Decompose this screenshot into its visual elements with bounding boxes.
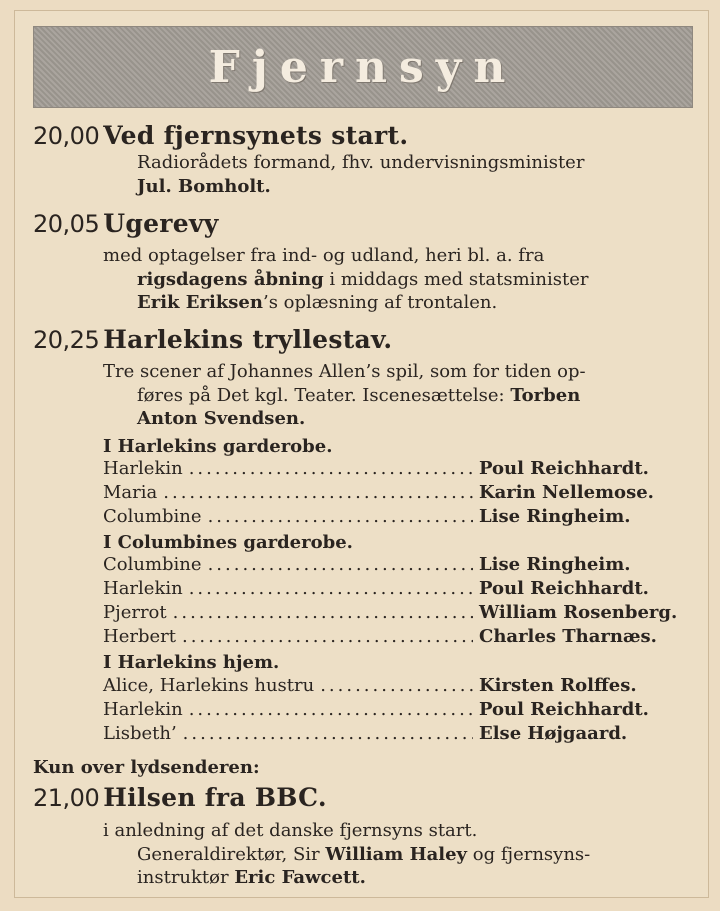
actor-name: Else Højgaard. <box>479 723 628 744</box>
program-title: Ugerevy <box>103 209 219 238</box>
role-name: Lisbeth’ <box>103 723 177 744</box>
program-description-line <box>137 291 497 314</box>
cast-row <box>103 457 693 481</box>
program-description-bold: Torben <box>510 385 581 406</box>
scene-heading: I Columbines garderobe. <box>103 532 353 553</box>
role-name: Pjerrot <box>103 602 167 623</box>
program-description-text: føres på Det kgl. Teater. Iscenesættelse: <box>137 385 511 406</box>
actor-name: Charles Tharnæs. <box>479 626 657 647</box>
actor-name: Poul Reichhardt. <box>479 699 649 720</box>
role-name: Harlekin <box>103 699 183 720</box>
program-description-text: Generaldirektør, Sir <box>137 844 326 865</box>
role-name: Harlekin <box>103 578 183 599</box>
leader-dots <box>208 505 473 529</box>
program-description: med optagelser fra ind- og udland, heri bl. a. fra <box>103 245 545 266</box>
radio-note: Kun over lydsenderen: <box>33 757 260 778</box>
role-name: Columbine <box>103 506 202 527</box>
program-description: Radiorådets formand, fhv. undervisningsminister <box>137 152 585 173</box>
program-description-line <box>137 268 589 291</box>
program-description-line <box>137 384 580 407</box>
program-description-line <box>137 866 366 889</box>
leader-dots <box>320 674 473 698</box>
program-title: Harlekins tryllestav. <box>103 325 393 354</box>
leader-dots <box>189 457 473 481</box>
cast-row <box>103 577 693 601</box>
leader-dots <box>208 553 473 577</box>
leader-dots <box>189 577 473 601</box>
scene-heading: I Harlekins hjem. <box>103 652 280 673</box>
program-description: i anledning af det danske fjernsyns start. <box>103 820 478 841</box>
actor-name: Poul Reichhardt. <box>479 578 649 599</box>
program-description-bold: Erik Eriksen <box>137 292 263 313</box>
program-description-bold: rigsdagens åbning <box>137 269 324 290</box>
page-title: Fjernsyn <box>208 41 518 93</box>
cast-row <box>103 625 693 649</box>
program-time: 20,25 <box>33 326 100 354</box>
cast-row <box>103 722 693 746</box>
cast-list <box>103 674 693 746</box>
program-description-text: instruktør <box>137 867 235 888</box>
header-banner <box>33 26 693 108</box>
program-description-bold: Eric Fawcett. <box>234 867 366 888</box>
role-name: Harlekin <box>103 458 183 479</box>
program-title: Hilsen fra BBC. <box>103 783 327 812</box>
program-description-text: og fjernsyns- <box>467 844 591 865</box>
leader-dots <box>182 625 473 649</box>
program-item-4-heading <box>33 783 327 813</box>
program-description-name: Jul. Bomholt. <box>137 176 271 197</box>
cast-row <box>103 698 693 722</box>
actor-name: William Rosenberg. <box>479 602 678 623</box>
program-time: 21,00 <box>33 784 100 812</box>
actor-name: Lise Ringheim. <box>479 554 631 575</box>
program-description-name: Anton Svendsen. <box>137 408 306 429</box>
program-time: 20,00 <box>33 122 100 150</box>
cast-list <box>103 457 693 529</box>
cast-row <box>103 553 693 577</box>
actor-name: Karin Nellemose. <box>479 482 654 503</box>
program-item-3-heading <box>33 325 392 355</box>
leader-dots <box>183 722 473 746</box>
cast-list <box>103 553 693 649</box>
program-item-1-heading <box>33 121 408 151</box>
role-name: Alice, Harlekins hustru <box>103 675 315 696</box>
leader-dots <box>189 698 473 722</box>
program-description-text: ’s oplæsning af trontalen. <box>262 292 498 313</box>
program-title: Ved fjernsynets start. <box>103 121 409 150</box>
cast-row <box>103 601 693 625</box>
leader-dots <box>163 481 473 505</box>
program-description-text: i middags med statsminister <box>323 269 589 290</box>
newspaper-clipping <box>14 10 709 898</box>
program-description: Tre scener af Johannes Allen’s spil, som for tiden op- <box>103 361 586 382</box>
role-name: Maria <box>103 482 158 503</box>
actor-name: Poul Reichhardt. <box>479 458 649 479</box>
scene-heading: I Harlekins garderobe. <box>103 436 333 457</box>
program-description-bold: William Haley <box>325 844 468 865</box>
actor-name: Lise Ringheim. <box>479 506 631 527</box>
cast-row <box>103 674 693 698</box>
role-name: Columbine <box>103 554 202 575</box>
program-time: 20,05 <box>33 210 100 238</box>
program-description-line <box>137 843 590 866</box>
program-item-2-heading <box>33 209 219 239</box>
leader-dots <box>173 601 473 625</box>
cast-row <box>103 481 693 505</box>
cast-row <box>103 505 693 529</box>
role-name: Herbert <box>103 626 176 647</box>
actor-name: Kirsten Rolffes. <box>479 675 637 696</box>
